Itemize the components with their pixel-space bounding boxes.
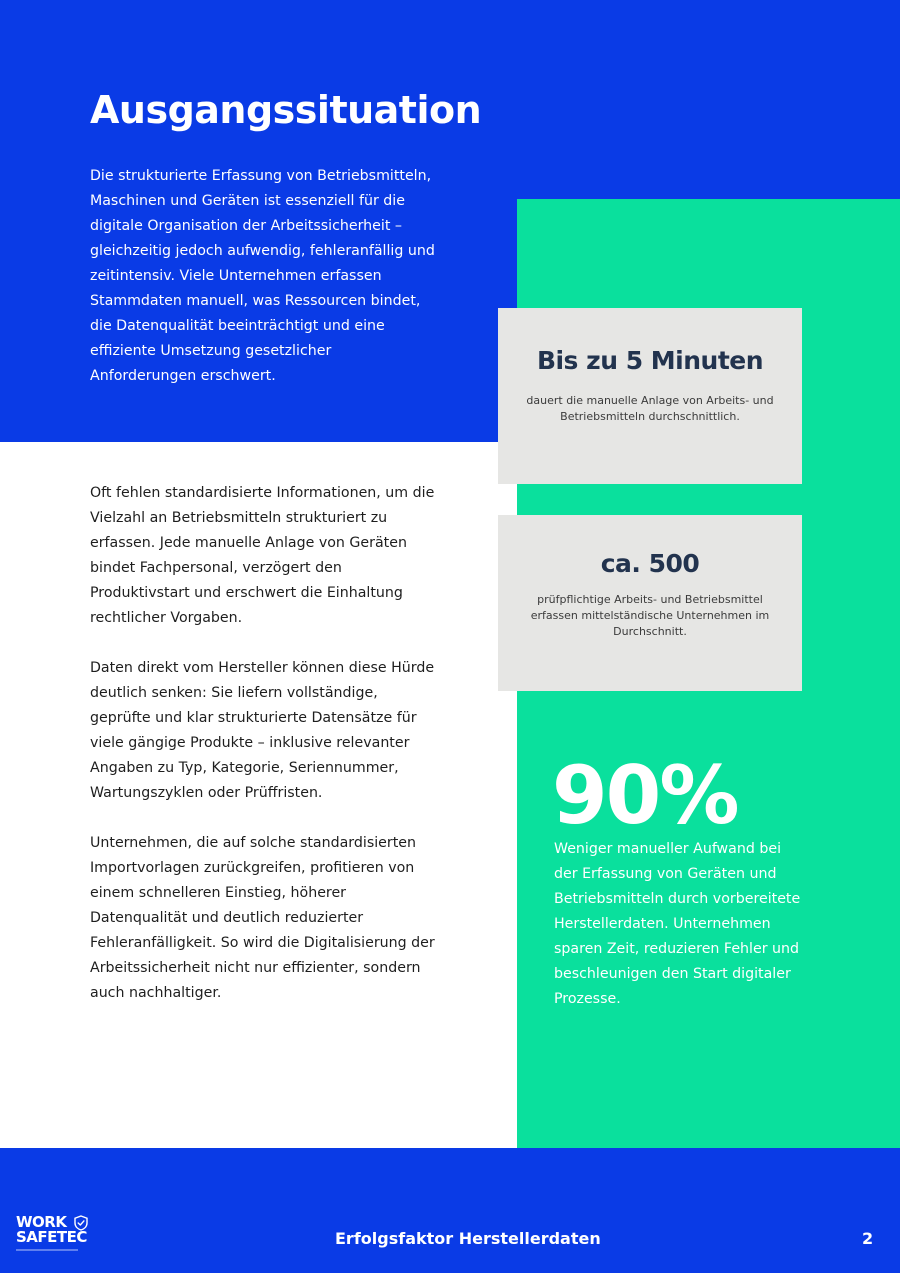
page-title: Ausgangssituation	[90, 88, 482, 132]
body-paragraph: Oft fehlen standardisierte Informationen, um die Vielzahl an Betriebsmitteln strukturiert zu erfassen. Jede manuelle Anlage von Geräten bindet Fachpersonal, verzögert den Produktivstart und erschwert die Einhaltung rechtlicher Vorgaben.	[90, 485, 435, 626]
stat-card-time	[498, 308, 802, 484]
body-paragraph: Daten direkt vom Hersteller können diese Hürde deutlich senken: Sie liefern vollständige, geprüfte und klar strukturierte Datensätze für viele gängige Produkte – inklusive relevanter Angaben zu Typ, Kategorie, Seriennummer, Wartungszyklen oder Prüffristen.	[90, 660, 435, 801]
stat-description: dauert die manuelle Anlage von Arbeits- und Betriebsmitteln durchschnittlich.	[526, 394, 774, 423]
footer-background	[0, 1148, 900, 1273]
logo-text-work: WORK	[16, 1213, 67, 1231]
footer-title: Erfolgsfaktor Herstellerdaten	[335, 1229, 601, 1248]
logo-text-safetec: SAFETEC	[16, 1228, 87, 1246]
highlight-description: Weniger manueller Aufwand bei der Erfassung von Geräten und Betriebsmitteln durch vorbereitete Herstellerdaten. Unternehmen sparen Zeit, reduzieren Fehler und beschleunigen den Start digitaler Prozesse.	[554, 841, 801, 1007]
stat-card-count	[498, 515, 802, 691]
stat-value: ca. 500	[600, 549, 700, 578]
stat-description: prüfpflichtige Arbeits- und Betriebsmittel erfassen mittelständische Unternehmen im Durchschnitt.	[530, 593, 770, 638]
page-number: 2	[862, 1229, 874, 1248]
logo-tagline	[16, 1249, 78, 1251]
body-text	[90, 481, 435, 1031]
worksafetec-logo	[16, 1215, 96, 1255]
highlight-percentage: 90%	[552, 749, 738, 842]
body-paragraph: Unternehmen, die auf solche standardisierten Importvorlagen zurückgreifen, profitieren von einem schnelleren Einstieg, höherer Datenqualität und deutlich reduzierter Fehleranfälligkeit. So wird die Digitalisierung der Arbeitssicherheit nicht nur effizienter, sondern auch nachhaltiger.	[90, 835, 435, 1001]
shield-check-icon	[74, 1215, 88, 1231]
intro-paragraph: Die strukturierte Erfassung von Betriebsmitteln, Maschinen und Geräten ist essenziell für die digitale Organisation der Arbeitssicherheit – gleichzeitig jedoch aufwendig, fehleranfällig und zeitintensiv. Viele Unternehmen erfassen Stammdaten manuell, was Ressourcen bindet, die Datenqualität beeinträchtigt und eine effiziente Umsetzung gesetzlicher Anforderungen erschwert.	[90, 168, 435, 384]
stat-value: Bis zu 5 Minuten	[536, 346, 764, 375]
